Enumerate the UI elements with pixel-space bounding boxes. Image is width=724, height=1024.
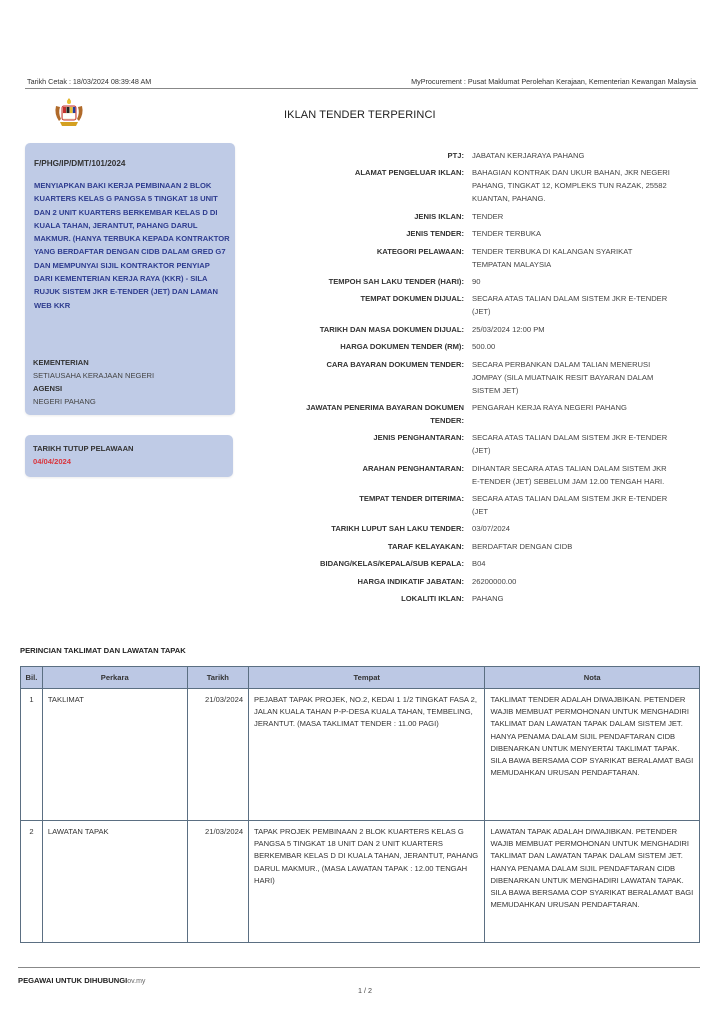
detail-label: TARIKH DAN MASA DOKUMEN DIJUAL: (319, 324, 464, 334)
detail-row-tempat-diterima (280, 492, 700, 518)
detail-value: 25/03/2024 12:00 PM (472, 324, 545, 334)
agency-label: AGENSI (33, 384, 63, 393)
cell-bil: 1 (21, 689, 43, 821)
detail-row-jawatan-penerima (280, 401, 700, 427)
detail-label: LOKALITI IKLAN: (401, 594, 464, 604)
detail-label: HARGA INDIKATIF JABATAN: (357, 576, 464, 586)
detail-value: 26200000.00 (472, 576, 517, 586)
cell-tempat: TAPAK PROJEK PEMBINAAN 2 BLOK KUARTERS KELAS G PANGSA 5 TINGKAT 18 UNIT DAN 2 UNIT KUARTERS BERKEMBAR KELAS D DI KUALA TAHAN, JERANTUT, PAHANG DARUL MAKMUR., (MASA LAWATAN TAPAK : 12.00 TENGAH HARI) (249, 821, 485, 943)
detail-label: TARAF KELAYAKAN: (387, 541, 464, 551)
detail-label: PTJ: (447, 151, 464, 160)
detail-row-harga-indikatif (280, 575, 700, 588)
detail-label: HARGA DOKUMEN TENDER (RM): (340, 342, 464, 352)
closing-date-card (25, 435, 233, 477)
cell-perkara: TAKLIMAT (42, 689, 187, 821)
malaysia-coat-of-arms-icon (52, 96, 86, 130)
detail-row-jenis-tender (280, 227, 700, 240)
column-header-perkara: Perkara (42, 667, 187, 689)
detail-label: ARAHAN PENGHANTARAN: (362, 463, 464, 473)
page-number: 1 / 2 (358, 986, 372, 995)
detail-row-taraf (280, 540, 700, 553)
detail-value: TENDER TERBUKA DI KALANGAN SYARIKAT TEMPATAN MALAYSIA (472, 246, 633, 269)
detail-value: PAHANG (472, 594, 504, 604)
contact-officer-label: PEGAWAI UNTUK DIHUBUNGI (18, 976, 128, 985)
detail-value: BAHAGIAN KONTRAK DAN UKUR BAHAN, JKR NEGERI PAHANG, TINGKAT 12, KOMPLEKS TUN RAZAK, 25582 KUANTAN, PAHANG. (472, 168, 670, 204)
detail-label: CARA BAYARAN DOKUMEN TENDER: (326, 359, 464, 369)
detail-row-ptj (280, 149, 700, 162)
detail-value: TENDER TERBUKA (472, 229, 542, 239)
detail-label: JAWATAN PENERIMA BAYARAN DOKUMEN TENDER: (306, 402, 464, 425)
tender-summary-card (25, 143, 235, 415)
detail-row-jenis-penghantaran (280, 431, 700, 457)
footer-divider (18, 967, 700, 968)
page-title: IKLAN TENDER TERPERINCI (284, 109, 436, 121)
detail-row-tempoh (280, 275, 700, 288)
source-name: MyProcurement : Pusat Maklumat Perolehan Kerajaan, Kementerian Kewangan Malaysia (411, 77, 696, 86)
table-header-row (21, 667, 700, 689)
detail-label: TEMPAT DOKUMEN DIJUAL: (360, 294, 464, 304)
detail-row-tarikh-luput (280, 522, 700, 535)
detail-row-jenis-iklan (280, 210, 700, 223)
detail-value: SECARA PERBANKAN DALAM TALIAN MENERUSI JOMPAY (SILA MUATNAIK RESIT BAYARAN DALAM SISTEM JET) (472, 359, 654, 395)
detail-row-cara-bayaran (280, 358, 700, 397)
detail-label: JENIS PENGHANTARAN: (373, 433, 464, 443)
tender-details-list (280, 149, 700, 609)
cell-perkara: LAWATAN TAPAK (42, 821, 187, 943)
detail-label: JENIS TENDER: (406, 229, 464, 239)
cell-tempat: PEJABAT TAPAK PROJEK, NO.2, KEDAI 1 1/2 TINGKAT FASA 2, JALAN KUALA TAHAN P-P-DESA KUALA TAHAN, TEMBELING, JERANTUT. (MASA TAKLIMAT TENDER : 11.00 PAGI) (249, 689, 485, 821)
contact-officer-heading (18, 976, 145, 985)
detail-label: BIDANG/KELAS/KEPALA/SUB KEPALA: (319, 559, 464, 569)
detail-row-lokaliti (280, 592, 700, 605)
detail-value: JABATAN KERJARAYA PAHANG (472, 151, 585, 160)
detail-value: 03/07/2024 (472, 524, 511, 534)
reference-number: F/PHG/IP/DMT/101/2024 (34, 159, 126, 168)
detail-row-kategori (280, 245, 700, 271)
print-date: Tarikh Cetak : 18/03/2024 08:39:48 AM (27, 77, 152, 86)
detail-row-bidang (280, 557, 700, 570)
cell-tarikh: 21/03/2024 (187, 689, 248, 821)
detail-row-arahan-penghantaran (280, 462, 700, 488)
detail-label: TARIKH LUPUT SAH LAKU TENDER: (331, 524, 464, 534)
detail-row-tarikh-dokumen (280, 323, 700, 336)
detail-value: SECARA ATAS TALIAN DALAM SISTEM JKR E-TENDER (JET) (472, 294, 668, 317)
detail-label: JENIS IKLAN: (414, 211, 464, 221)
project-title: MENYIAPKAN BAKI KERJA PEMBINAAN 2 BLOK KUARTERS KELAS G PANGSA 5 TINGKAT 18 UNIT DAN 2 UNIT KUARTERS BERKEMBAR KELAS D DI KUALA TAHAN, JERANTUT, PAHANG DARUL MAKMUR. (HANYA TERBUKA KEPADA KONTRAKTOR YANG BERDAFTAR DENGAN CIDB DALAM GRED G7 DAN MEMPUNYAI SIJIL KONTRAKTOR PENYIAP DARI KEMENTERIAN KERJA RAYA (KKR) - SILA RUJUK SISTEM JKR E-TENDER (JET) DAN LAMAN WEB KKR (34, 181, 230, 310)
closing-date-value: 04/04/2024 (33, 457, 72, 466)
detail-label: ALAMAT PENGELUAR IKLAN: (354, 168, 464, 178)
detail-value: SECARA ATAS TALIAN DALAM SISTEM JKR E-TENDER (JET (472, 494, 668, 517)
table-row (21, 689, 700, 821)
detail-label: TEMPAT TENDER DITERIMA: (359, 494, 464, 504)
briefing-table (20, 666, 700, 943)
detail-value: DIHANTAR SECARA ATAS TALIAN DALAM SISTEM JKR E-TENDER (JET) SEBELUM JAM 12.00 TENGAH HARI. (472, 463, 667, 486)
overlapping-text: ov.my (127, 978, 146, 985)
detail-row-harga-dokumen (280, 340, 700, 353)
closing-date-label: TARIKH TUTUP PELAWAAN (33, 444, 134, 453)
column-header-tarikh: Tarikh (187, 667, 248, 689)
cell-bil: 2 (21, 821, 43, 943)
detail-value: 90 (472, 276, 481, 286)
cell-tarikh: 21/03/2024 (187, 821, 248, 943)
detail-label: TEMPOH SAH LAKU TENDER (HARI): (328, 276, 464, 286)
print-header (25, 76, 698, 89)
column-header-tempat: Tempat (249, 667, 485, 689)
column-header-nota: Nota (485, 667, 700, 689)
ministry-label: KEMENTERIAN (33, 358, 89, 367)
column-header-bil: Bil. (21, 667, 43, 689)
detail-value: SECARA ATAS TALIAN DALAM SISTEM JKR E-TENDER (JET) (472, 433, 668, 456)
table-row (21, 821, 700, 943)
detail-value: BERDAFTAR DENGAN CIDB (472, 541, 573, 551)
cell-nota: TAKLIMAT TENDER ADALAH DIWAJBIKAN. PETENDER WAJIB MEMBUAT PERMOHONAN UNTUK MENGHADIRI TAKLIMAT DAN LAWATAN TAPAK DALAM SISTEM JET. HANYA PENAMA DALAM SIJIL PENDAFTARAN CIDB DIBENARKAN UNTUK MENYERTAI TAKLIMAT TAPAK. SILA BAWA BERSAMA COP SYARIKAT BERALAMAT BAGI MEMUDAHKAN URUSAN PENDAFTARAN. (485, 689, 700, 821)
detail-value: 500.00 (472, 342, 496, 352)
cell-nota: LAWATAN TAPAK ADALAH DIWAJIBKAN. PETENDER WAJIB MEMBUAT PERMOHONAN UNTUK MENGHADIRI TAKLIMAT DAN LAWATAN TAPAK DALAM SISTEM JET. HANYA PENAMA DALAM SIJIL PENDAFTARAN CIDB DIBENARKAN UNTUK MENGHADIRI LAWATAN TAPAK. SILA BAWA BERSAMA COP SYARIKAT BERALAMAT BAGI MEMUDAHKAN URUSAN PENDAFTARAN. (485, 821, 700, 943)
detail-value: B04 (472, 559, 486, 569)
ministry-value: SETIAUSAHA KERAJAAN NEGERI (33, 371, 155, 380)
detail-label: KATEGORI PELAWAAN: (376, 246, 464, 256)
detail-row-tempat-dokumen (280, 292, 700, 318)
agency-value: NEGERI PAHANG (33, 397, 96, 406)
briefing-section-title: PERINCIAN TAKLIMAT DAN LAWATAN TAPAK (20, 646, 186, 655)
detail-row-alamat (280, 166, 700, 205)
detail-value: TENDER (472, 211, 504, 221)
detail-value: PENGARAH KERJA RAYA NEGERI PAHANG (472, 402, 627, 412)
